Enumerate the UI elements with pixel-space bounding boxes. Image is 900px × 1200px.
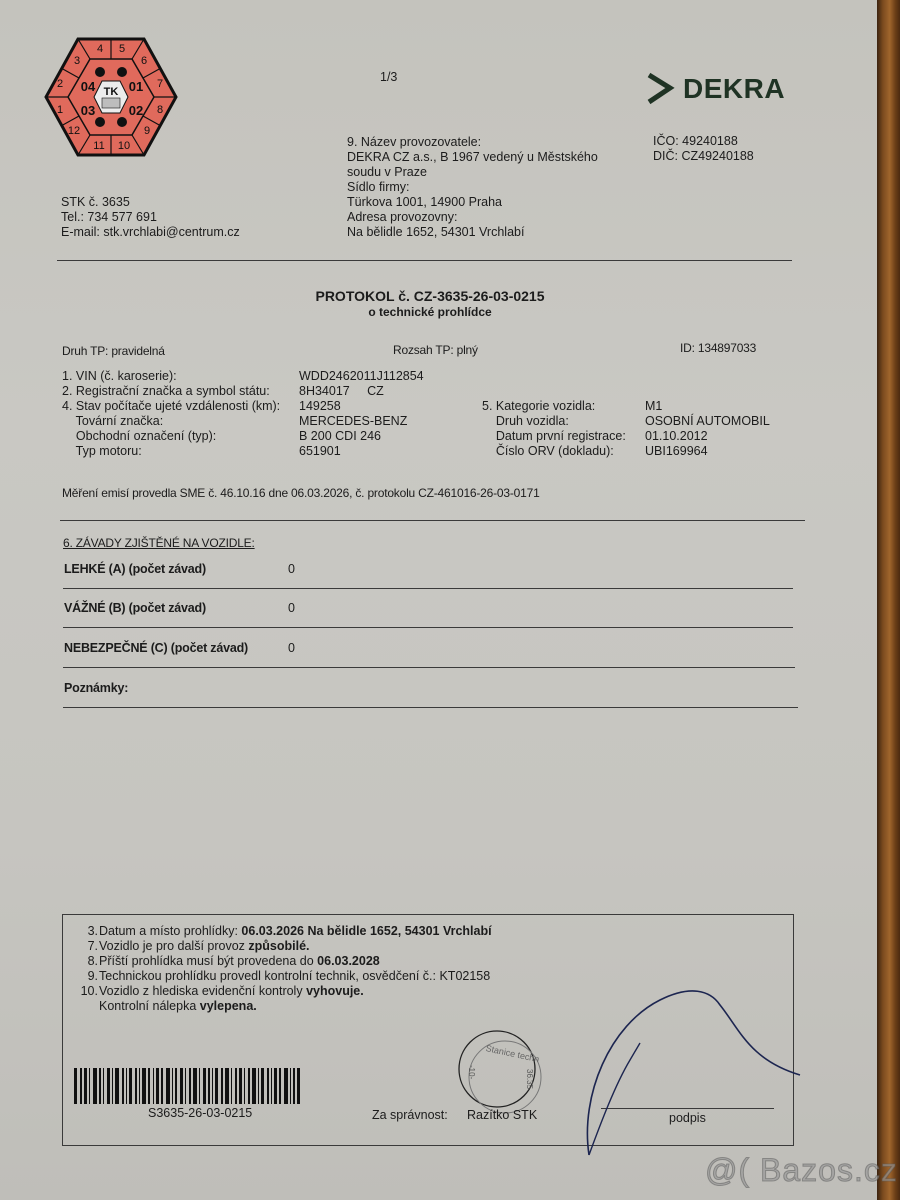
vehicle-kind-label: Druh vozidla: [482,414,569,428]
ico: IČO: 49240188 [653,134,738,148]
protocol-barcode [74,1068,360,1104]
page-number: 1/3 [380,70,398,84]
dic: DIČ: CZ49240188 [653,149,754,163]
defects-dangerous-label: NEBEZPEČNÉ (C) (počet závad) [64,641,249,655]
sticker-status: Kontrolní nálepka vylepena. [99,999,257,1013]
orv-label: Číslo ORV (dokladu): [482,444,614,458]
defects-serious-label: VÁŽNÉ (B) (počet závad) [64,601,206,615]
stk-sticker-icon [44,37,178,157]
vin-label: 1. VIN (č. karoserie): [62,369,177,383]
first-registration-value: 01.10.2012 [645,429,708,443]
correctness-label: Za správnost: [372,1108,448,1122]
first-registration-label: Datum první registrace: [482,429,626,443]
line-number: 3. [87,924,98,938]
signature-label: podpis [669,1111,706,1125]
svg-text:01: 01 [128,79,144,94]
stamp-label: Razítko STK [467,1108,538,1122]
category-value: M1 [645,399,663,413]
dekra-wordmark: DEKRA [683,73,786,104]
barcode-text: S3635-26-03-0215 [148,1106,253,1120]
operator-name: DEKRA CZ a.s., B 1967 vedený u Městského [347,150,598,164]
operator-name-2: soudu v Praze [347,165,427,179]
stamp-icon [455,1025,545,1115]
defects-serious-count: 0 [288,601,295,615]
line-number: 7. [87,939,98,953]
line-number: 8. [87,954,98,968]
svg-text:4: 4 [96,43,104,55]
svg-text:2: 2 [56,78,64,90]
seat-label: Sídlo firmy: [347,180,410,194]
svg-text:03: 03 [80,103,96,118]
svg-text:6: 6 [140,55,148,67]
svg-text:3: 3 [73,55,81,67]
divider [57,260,792,261]
line-number: 10. [80,984,98,998]
watermark: @( Bazos.cz [705,1152,898,1188]
inspection-type: Druh TP: pravidelná [62,344,165,358]
vehicle-kind-value: OSOBNÍ AUTOMOBIL [645,414,770,428]
svg-text:7: 7 [156,78,164,90]
svg-text:02: 02 [128,103,144,118]
svg-text:10: 10 [117,140,131,152]
engine-type-value: 651901 [299,444,341,458]
make-value: MERCEDES-BENZ [299,414,408,428]
roadworthiness: Vozidlo je pro další provoz způsobilé. [99,939,310,953]
svg-text:9: 9 [143,125,151,137]
svg-text:-10-: -10- [467,1065,476,1080]
svg-text:11: 11 [93,140,105,152]
registration-label: 2. Registrační značka a symbol státu: [62,384,270,398]
svg-text:5: 5 [118,43,126,55]
next-inspection: Příští prohlídka musí být provedena do 06.03.2028 [99,954,380,968]
divider [63,707,798,708]
wood-background [877,0,900,1200]
signature-scribble-icon [580,985,810,1160]
vin-value: WDD2462011J112854 [299,369,424,383]
defects-light-label: LEHKÉ (A) (počet závad) [64,562,206,576]
station-number: STK č. 3635 [61,195,130,209]
odometer-label: 4. Stav počítače ujeté vzdálenosti (km): [62,399,281,413]
protocol-title: PROTOKOL č. CZ-3635-26-03-0215 [315,288,545,304]
divider [63,588,793,589]
model-label: Obchodní označení (typ): [62,429,217,443]
make-label: Tovární značka: [62,414,164,428]
model-value: B 200 CDI 246 [299,429,381,443]
svg-text:36.35: 36.35 [525,1069,534,1090]
odometer-value: 149258 [299,399,341,413]
defects-dangerous-count: 0 [288,641,295,655]
registration-check: Vozidlo z hlediska evidenční kontroly vyhovuje. [99,984,364,998]
station-phone: Tel.: 734 577 691 [61,210,157,224]
engine-type-label: Typ motoru: [62,444,142,458]
inspection-scope: Rozsah TP: plný [393,343,478,357]
svg-text:8: 8 [156,104,164,116]
dekra-logo [645,72,785,106]
divider [63,627,793,628]
operator-label: 9. Název provozovatele: [347,135,482,149]
protocol-id: ID: 134897033 [680,341,757,355]
branch-address: Na bělidle 1652, 54301 Vrchlabí [347,225,525,239]
divider [63,667,795,668]
line-number: 9. [87,969,98,983]
svg-text:12: 12 [67,125,81,137]
branch-label: Adresa provozovny: [347,210,458,224]
seat-address: Türkova 1001, 14900 Praha [347,195,502,209]
protocol-subtitle: o technické prohlídce [368,305,492,319]
svg-text:1: 1 [56,104,64,116]
divider [60,520,805,521]
registration-value: 8H34017 CZ [299,384,384,398]
emissions-note: Měření emisí provedla SME č. 46.10.16 dne 06.03.2026, č. protokolu CZ-461016-26-03-0171 [62,486,540,500]
svg-text:TK: TK [103,86,119,98]
defects-light-count: 0 [288,562,295,576]
svg-text:04: 04 [80,79,96,94]
svg-text:Stanice techn: Stanice techn [484,1043,541,1065]
orv-value: UBI169964 [645,444,708,458]
defects-heading: 6. ZÁVADY ZJIŠTĚNÉ NA VOZIDLE: [63,536,255,550]
dekra-chevron-icon [645,72,675,106]
category-label: 5. Kategorie vozidla: [482,399,596,413]
inspection-date-place: Datum a místo prohlídky: 06.03.2026 Na bělidle 1652, 54301 Vrchlabí [99,924,492,938]
notes-label: Poznámky: [64,681,129,695]
station-email: E-mail: stk.vrchlabi@centrum.cz [61,225,240,239]
technician-certificate: Technickou prohlídku provedl kontrolní technik, osvědčení č.: KT02158 [99,969,491,983]
